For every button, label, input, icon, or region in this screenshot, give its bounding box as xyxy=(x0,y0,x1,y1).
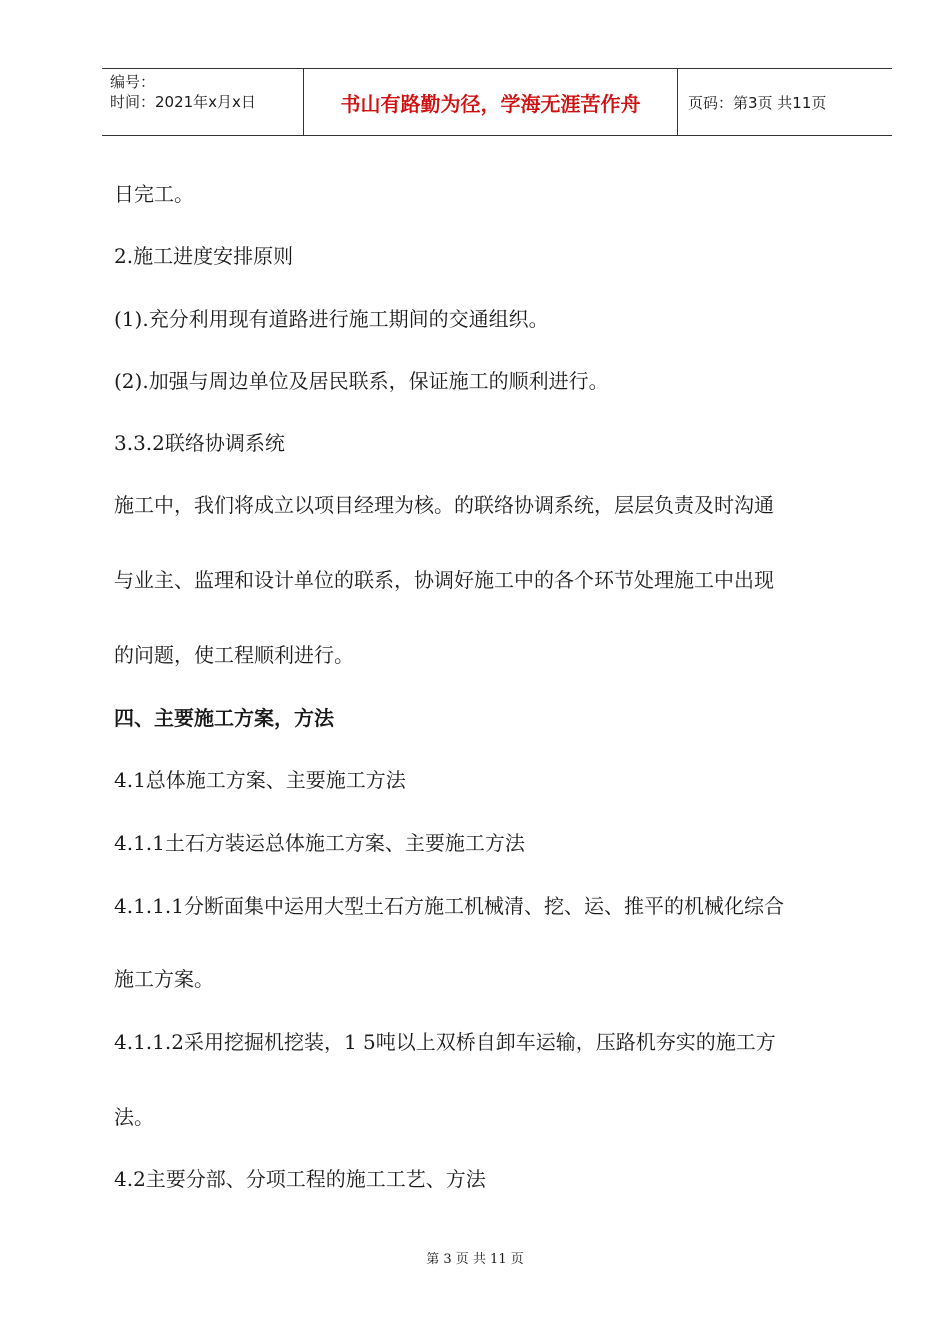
page-footer: 第 3 页 共 11 页 xyxy=(426,1252,524,1267)
body-line: 与业主、监理和设计单位的联系，协调好施工中的各个环节处理施工中出现 xyxy=(114,568,774,592)
section-heading: 3.3.2联络协调系统 xyxy=(114,431,285,455)
chapter-heading: 四、主要施工方案，方法 xyxy=(114,706,334,730)
body-line: 2.施工进度安排原则 xyxy=(114,244,294,268)
body-line: 施工方案。 xyxy=(114,967,214,991)
section-heading: 4.1.1土石方装运总体施工方案、主要施工方法 xyxy=(114,831,525,855)
section-heading: 4.1总体施工方案、主要施工方法 xyxy=(114,768,406,792)
body-line: (2).加强与周边单位及居民联系，保证施工的顺利进行。 xyxy=(114,369,609,393)
header-motto: 书山有路勤为径，学海无涯苦作舟 xyxy=(304,69,678,135)
number-label: 编号： xyxy=(110,73,156,91)
body-line: 法。 xyxy=(114,1105,154,1129)
section-heading: 4.2主要分部、分项工程的施工工艺、方法 xyxy=(114,1167,486,1191)
header-meta xyxy=(102,69,304,135)
body-line: (1).充分利用现有道路进行施工期间的交通组织。 xyxy=(114,307,549,331)
body-line: 施工中，我们将成立以项目经理为核。的联络协调系统，层层负责及时沟通 xyxy=(114,493,774,517)
body-line: 日完工。 xyxy=(114,182,194,206)
body-line: 4.1.1.2采用挖掘机挖装，1 5吨以上双桥自卸车运输，压路机夯实的施工方 xyxy=(114,1030,776,1054)
time-label: 时间：2021年x月x日 xyxy=(110,93,256,111)
body-line: 的问题，使工程顺利进行。 xyxy=(114,643,354,667)
page-header xyxy=(102,68,892,136)
body-line: 4.1.1.1分断面集中运用大型土石方施工机械清、挖、运、推平的机械化综合 xyxy=(114,894,784,918)
header-page-info: 页码：第3页 共11页 xyxy=(688,93,827,112)
